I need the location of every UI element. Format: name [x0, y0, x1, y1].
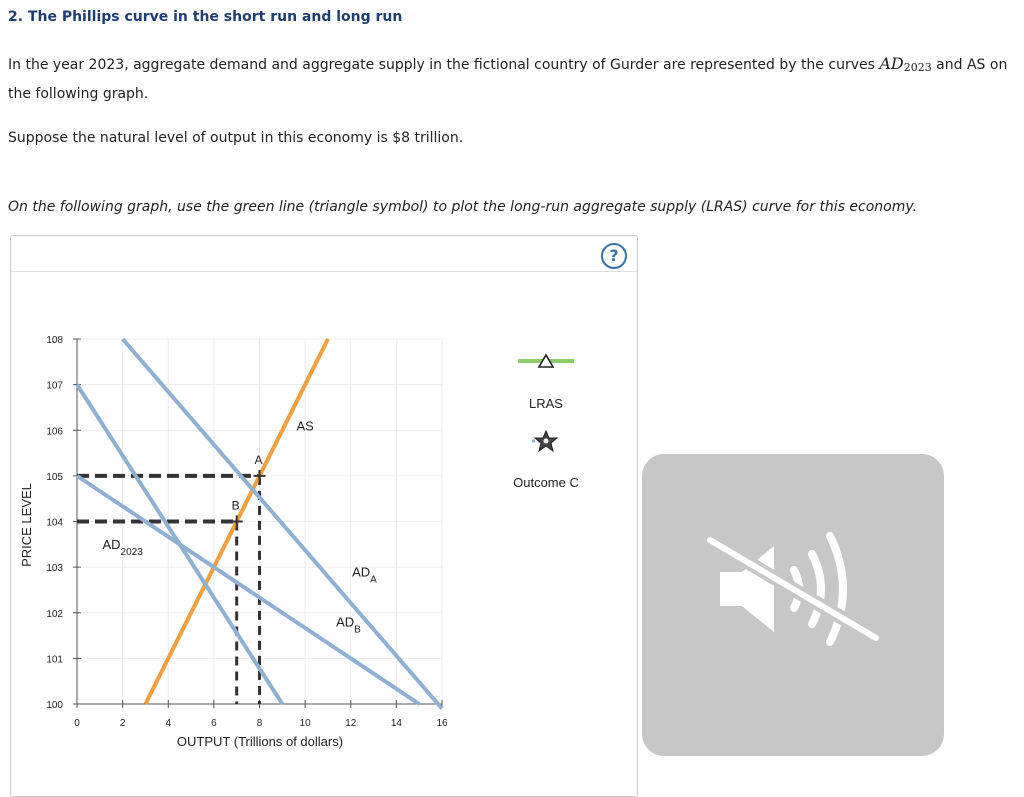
y-tick-label-108: 108 — [46, 335, 63, 346]
intro-ad-main: AD — [879, 54, 904, 73]
x-tick-label-8: 8 — [256, 718, 263, 729]
page-title: 2. The Phillips curve in the short run and long run — [8, 9, 403, 25]
curve-label-ADB: $AD_B$ — [336, 614, 361, 636]
help-icon: ? — [609, 246, 619, 265]
curve-label-AS: AS — [296, 418, 314, 434]
y-axis-label: PRICE LEVEL — [19, 483, 34, 567]
point-label-A: A — [254, 452, 263, 467]
x-tick-label-6: 6 — [211, 718, 217, 729]
outcome-c-legend-label: Outcome C — [513, 475, 579, 490]
y-tick-label-103: 103 — [46, 563, 63, 575]
y-tick-label-106: 106 — [46, 426, 63, 438]
curve-ADB — [77, 476, 419, 704]
x-tick-label-2: 2 — [119, 718, 126, 729]
outcome-c-star-icon[interactable] — [535, 431, 557, 451]
natural-level-text: Suppose the natural level of output in this economy is $8 trillion. — [8, 130, 464, 146]
intro-text-1: In the year 2023, aggregate demand and aggregate supply in the fictional country of Gurder are represented by the curves — [8, 57, 880, 73]
x-tick-label-4: 4 — [165, 718, 172, 729]
y-tick-label-107: 107 — [46, 380, 63, 392]
y-tick-label-105: 105 — [46, 471, 63, 483]
intro-text-2: and AS on the following graph. — [8, 57, 1008, 102]
x-tick-label-0: 0 — [74, 718, 80, 729]
lras-legend-label: LRAS — [529, 396, 563, 411]
x-tick-label-16: 16 — [436, 718, 448, 729]
curve-labels — [102, 418, 377, 635]
intro-ad-sub: 2023 — [903, 61, 932, 74]
curve-label-ADA: $AD_A$ — [352, 564, 377, 586]
equilibrium-points — [231, 453, 266, 528]
sound-muted-overlay[interactable] — [642, 454, 944, 756]
x-tick-label-12: 12 — [345, 718, 357, 729]
chart-axes — [46, 335, 448, 729]
x-tick-label-14: 14 — [390, 718, 402, 729]
y-tick-label-101: 101 — [46, 654, 63, 666]
speaker-muted-icon — [642, 454, 944, 756]
x-tick-label-10: 10 — [299, 718, 311, 729]
y-tick-label-100: 100 — [46, 700, 63, 711]
y-tick-label-104: 104 — [46, 517, 63, 529]
point-label-B: B — [231, 498, 240, 513]
instruction-text: On the following graph, use the green line (triangle symbol) to plot the long-run aggregate supply (LRAS) curve for this economy. — [8, 199, 918, 215]
curve-label-AD2023: $AD_{2023}$ — [102, 536, 143, 558]
x-axis-label: OUTPUT (Trillions of dollars) — [176, 734, 344, 749]
y-tick-label-102: 102 — [46, 608, 63, 620]
